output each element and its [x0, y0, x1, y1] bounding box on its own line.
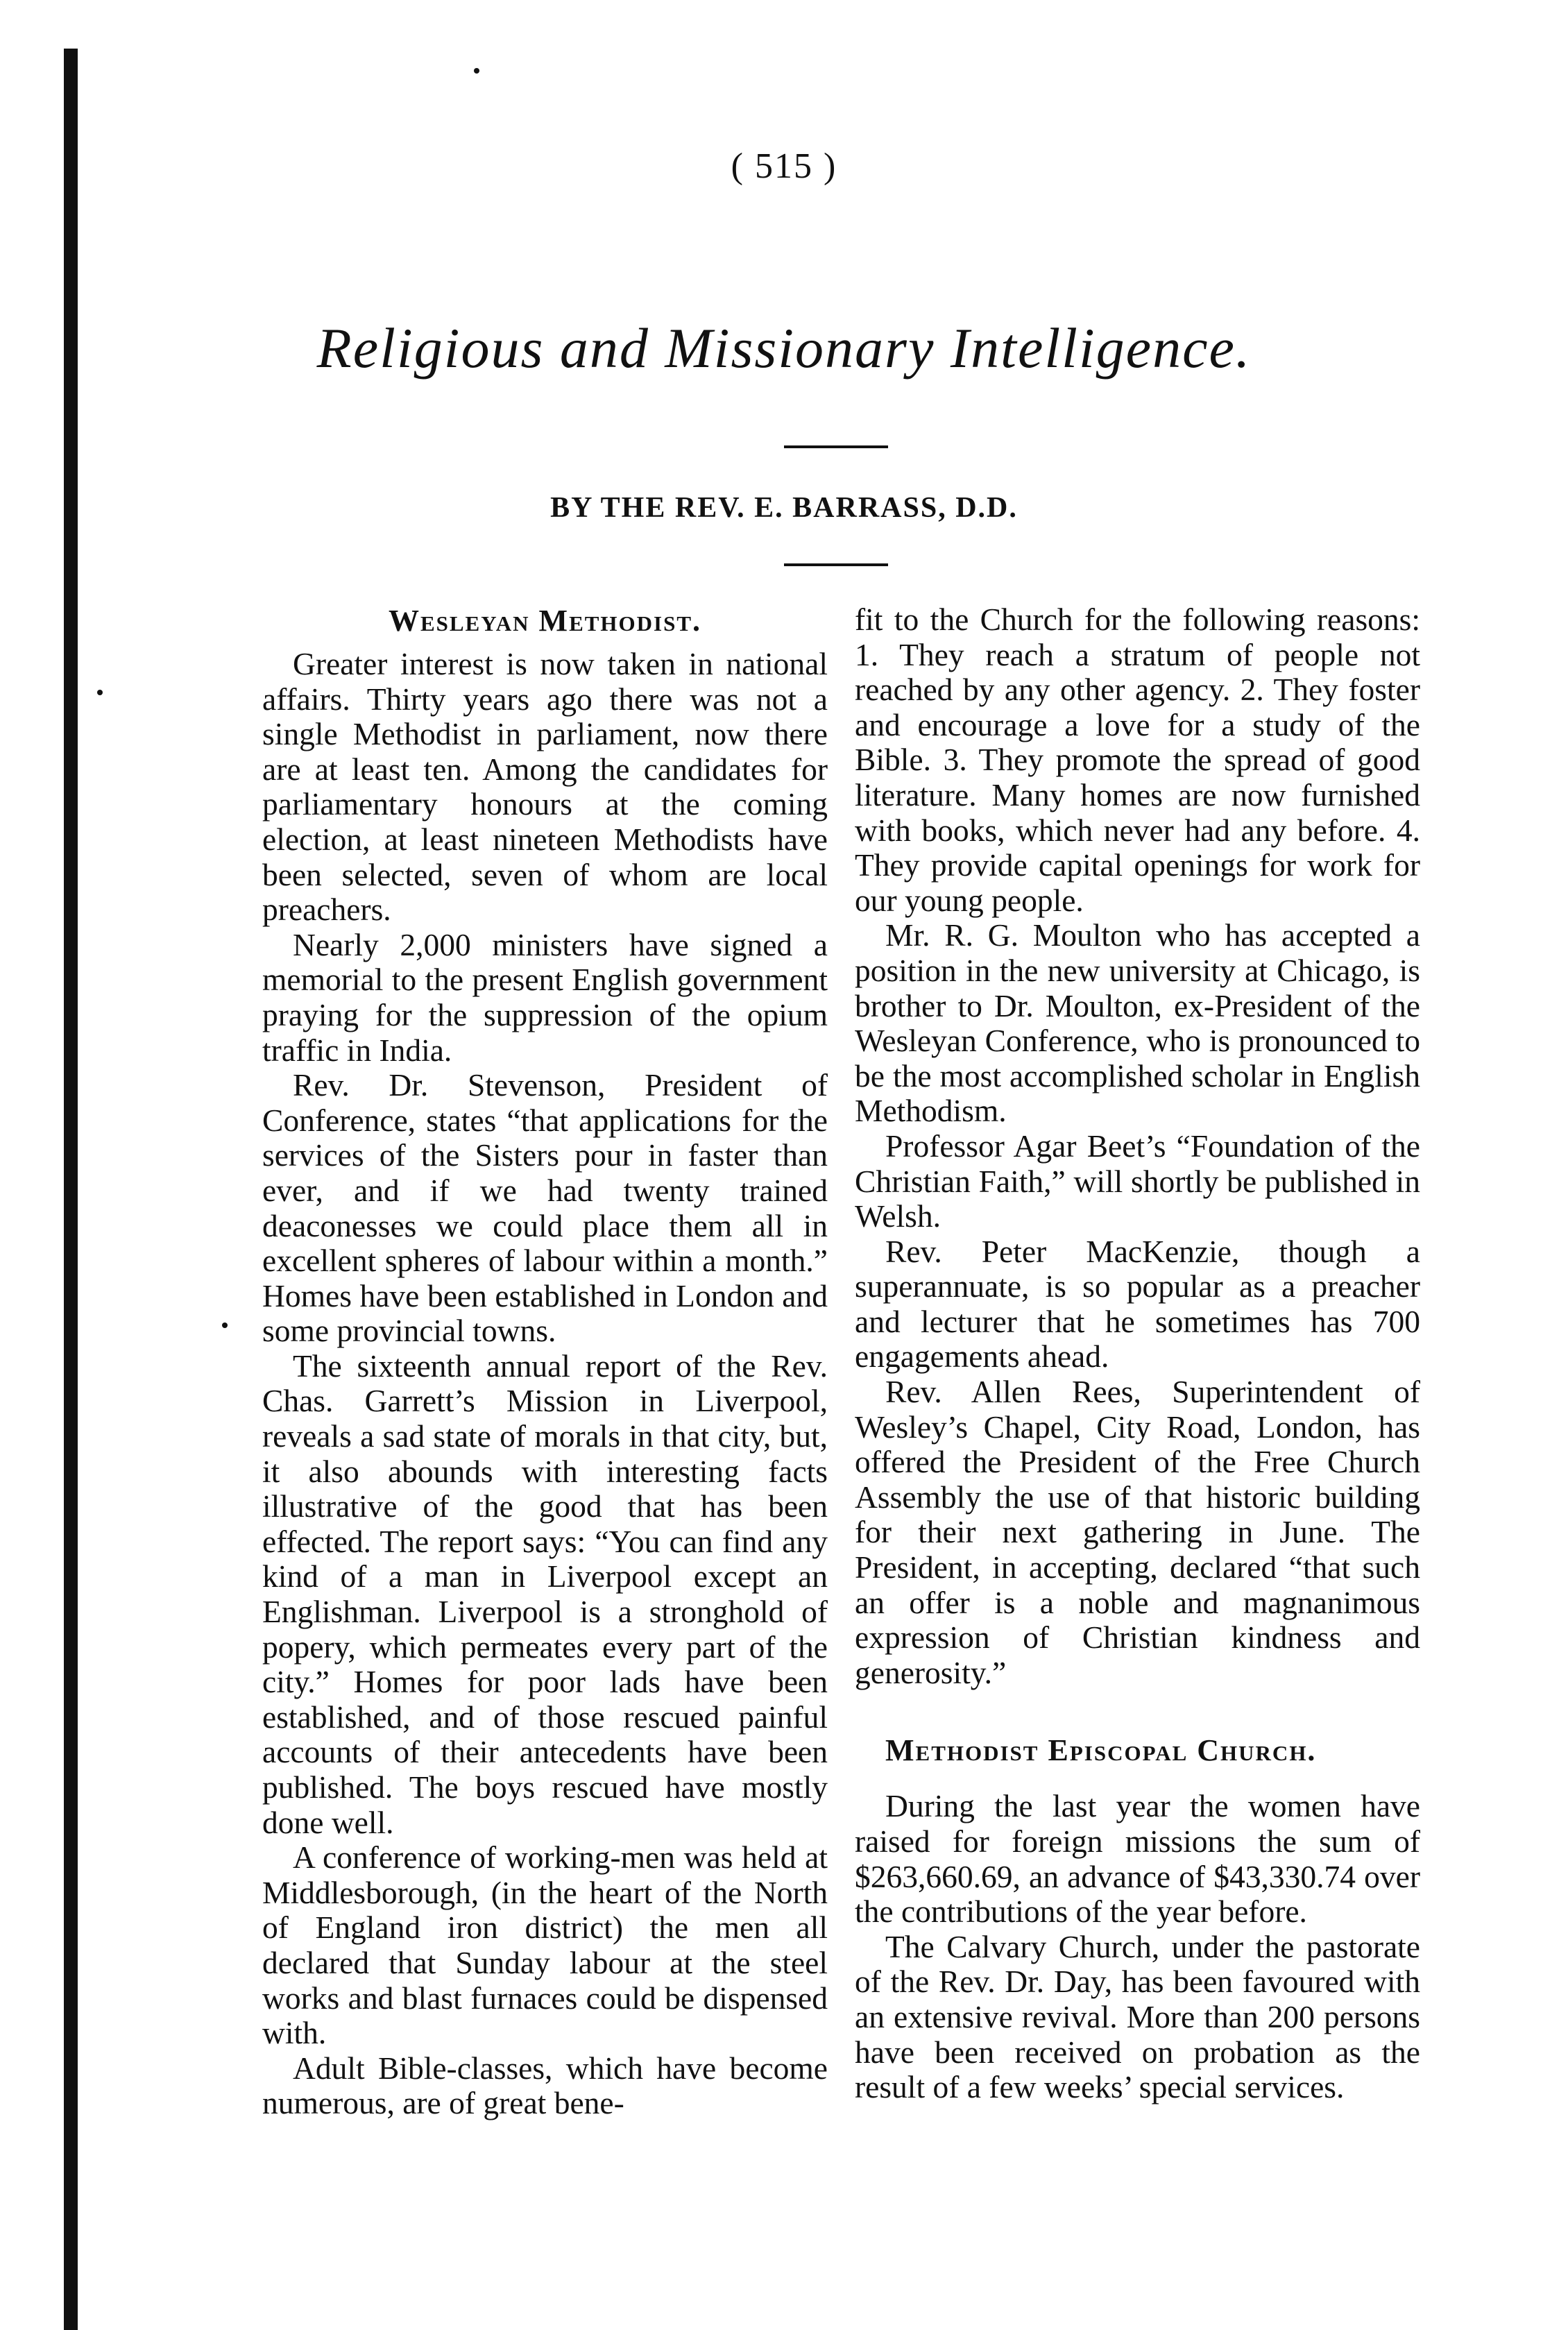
- paragraph-continuation: fit to the Church for the following reasons: 1. They reach a stratum of people not reached by any other agency. 2. They foster and encourage a love for a study of the Bible. 3. They promote the spread of good literature. Many homes are now furnished with books, which never had any before. 4. They provide capital openings for work for our young people.: [855, 602, 1420, 918]
- print-speck: [97, 690, 103, 695]
- paragraph: Nearly 2,000 ministers have signed a memorial to the present English government praying for the suppression of the opium traffic in India.: [262, 926, 828, 1068]
- paragraph: Adult Bible-classes, which have become numerous, are of great bene-: [262, 2050, 828, 2121]
- paragraph: A conference of working-men was held at Middlesborough, (in the heart of the North of England iron district) the men all declared that Sunday labour at the steel works and blast furnaces could be dispensed with.: [262, 1839, 828, 2051]
- paragraph: Rev. Peter MacKenzie, though a superannuate, is so popular as a preacher and lecturer that he sometimes has 700 engagements ahead.: [855, 1233, 1420, 1375]
- print-speck: [222, 1323, 228, 1328]
- paragraph: Rev. Allen Rees, Superintendent of Wesley’s Chapel, City Road, London, has offered the President of the Free Church Assembly the use of that historic building for their next gathering in June. The President, in accepting, declared “that such an offer is a noble and magnanimous expression of Christian kindness and generosity.”: [855, 1374, 1420, 1690]
- byline: BY THE REV. E. BARRASS, D.D.: [550, 492, 1018, 524]
- page-title: Religious and Missionary Intelligence.: [316, 316, 1252, 380]
- paragraph: Rev. Dr. Stevenson, President of Conference, states “that applications for the services of the Sisters pour in faster than ever, and if we had twenty trained deaconesses we could place them all in excellent spheres of labour within a month.” Homes have been established in London and some provincial towns.: [262, 1067, 828, 1349]
- section-heading-methodist-episcopal: Methodist Episcopal Church.: [885, 1733, 1317, 1768]
- paragraph: During the last year the women have raised for foreign missions the sum of $263,660.69, an advance of $43,330.74 over the contributions of the year before.: [855, 1788, 1420, 1930]
- paragraph: Professor Agar Beet’s “Foundation of the Christian Faith,” will shortly be published in Welsh.: [855, 1128, 1420, 1234]
- divider-rule: [784, 563, 888, 566]
- right-column: [855, 602, 1420, 2105]
- page-number: ( 515 ): [731, 146, 837, 186]
- paragraph: The Calvary Church, under the pastorate of the Rev. Dr. Day, has been favoured with an extensive revival. More than 200 persons have been received on probation as the result of a few weeks’ special services.: [855, 1928, 1420, 2105]
- paragraph: Mr. R. G. Moulton who has accepted a position in the new university at Chicago, is brother to Dr. Moulton, ex-President of the Wesleyan Conference, who is pronounced to be the most accomplished scholar in English Methodism.: [855, 917, 1420, 1129]
- section-heading-wesleyan: Wesleyan Methodist.: [388, 604, 702, 638]
- paragraph: Greater interest is now taken in national affairs. Thirty years ago there was not a single Methodist in parliament, now there are at least ten. Among the candidates for parliamentary honours at the coming election, at least nineteen Methodists have been selected, seven of whom are local preachers.: [262, 646, 828, 928]
- paragraph: The sixteenth annual report of the Rev. Chas. Garrett’s Mission in Liverpool, reveals a sad state of morals in that city, but, it also abounds with interesting facts illustrative of the good that has been effected. The report says: “You can find any kind of a man in Liverpool except an Englishman. Liverpool is a stronghold of popery, which permeates every part of the city.” Homes for poor lads have been established, and of those rescued painful accounts of their antecedents have been published. The boys rescued have mostly done well.: [262, 1347, 828, 1840]
- page-binding-edge: [64, 49, 78, 2330]
- print-speck: [474, 68, 479, 74]
- left-column: [262, 602, 828, 2121]
- divider-rule: [784, 445, 888, 448]
